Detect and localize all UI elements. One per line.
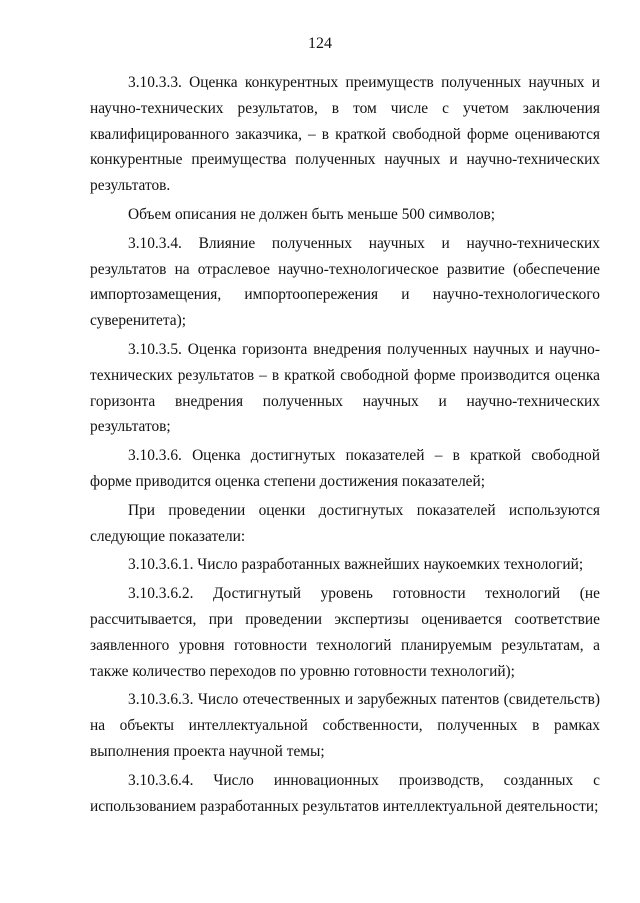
paragraph-description-length: Объем описания не должен быть меньше 500 символов; <box>128 205 496 223</box>
paragraph-3-10-3-6-3: 3.10.3.6.3. Число отечественных и зарубежных патентов (свидетельств) на объекты интеллектуальной собственности, полученных в рамках выполнения проекта научной темы; <box>90 691 600 760</box>
paragraph-3-10-3-5: 3.10.3.5. Оценка горизонта внедрения полученных научных и научно-технических результатов – в краткой свободной форме производится оценка горизонта внедрения полученных научных и научно-технических результатов; <box>90 340 600 436</box>
paragraph-3-10-3-3: 3.10.3.3. Оценка конкурентных преимуществ полученных научных и научно-технических результатов, в том числе с учетом заключения квалифицированного заказчика, – в краткой свободной форме оцениваются конкурентные преимущества полученных научных и научно-технических результатов. <box>90 74 600 195</box>
page-number: 124 <box>308 35 332 52</box>
paragraph-3-10-3-6-2: 3.10.3.6.2. Достигнутый уровень готовности технологий (не рассчитывается, при проведении экспертизы оценивается соответствие заявленного уровня готовности технологий планируемым результатам, а также количество переходов по уровню готовности технологий); <box>90 585 600 680</box>
paragraph-3-10-3-4: 3.10.3.4. Влияние полученных научных и научно-технических результатов на отраслевое научно-технологическое развитие (обеспечение импортозамещения, импортоопережения и научно-технологического суверенитета); <box>90 234 600 330</box>
paragraph-3-10-3-6-4: 3.10.3.6.4. Число инновационных производств, созданных с использованием разработанных результатов интеллектуальной деятельности; <box>90 771 600 815</box>
paragraph-indicators-intro: При проведении оценки достигнутых показателей используются следующие показатели: <box>90 501 600 545</box>
paragraph-3-10-3-6-1: 3.10.3.6.1. Число разработанных важнейших наукоемких технологий; <box>128 556 584 574</box>
paragraph-3-10-3-6: 3.10.3.6. Оценка достигнутых показателей – в краткой свободной форме приводится оценка степени достижения показателей; <box>90 447 600 490</box>
document-body <box>90 70 600 822</box>
